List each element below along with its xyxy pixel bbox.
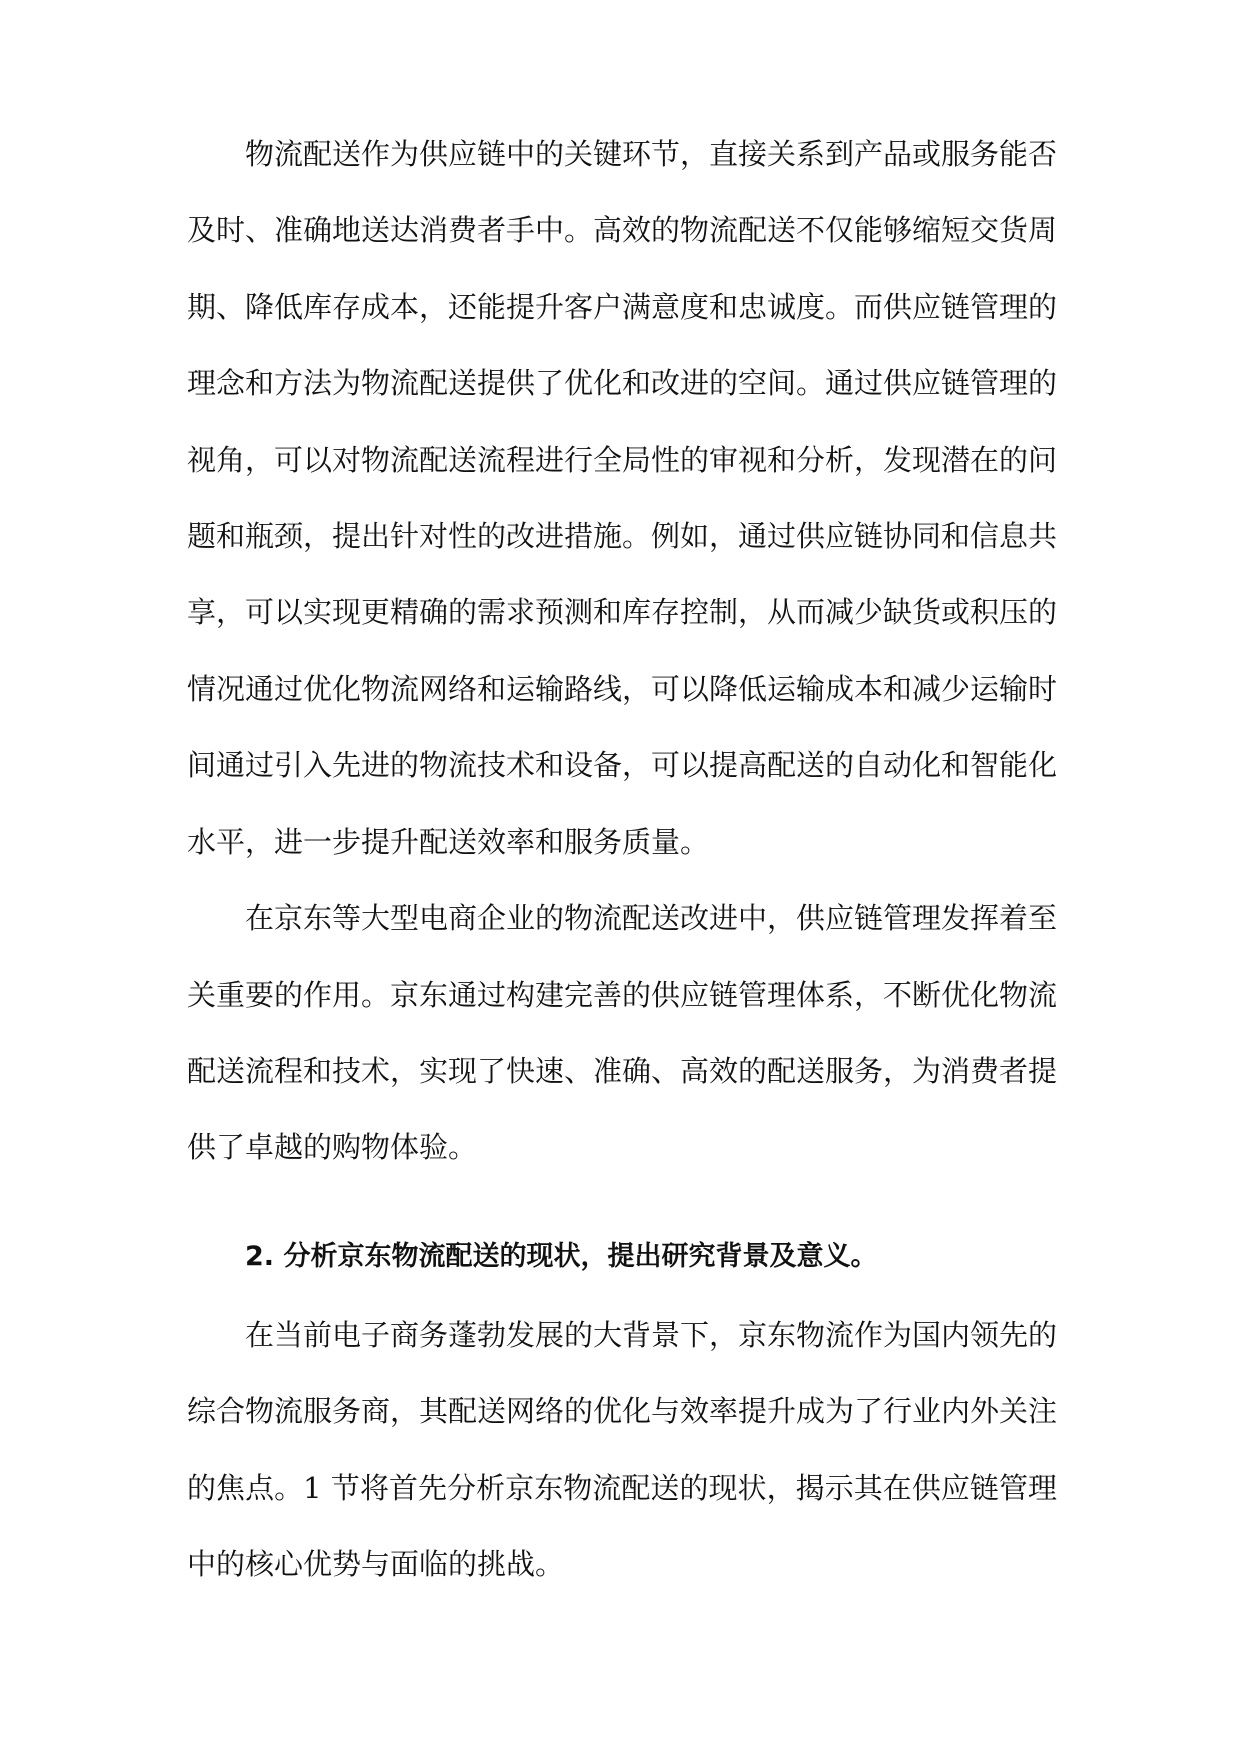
paragraph-3-line-1: 在当前电子商务蓬勃发展的大背景下，京东物流作为国内领先的 bbox=[245, 1318, 1058, 1352]
paragraph-1-line-1: 物流配送作为供应链中的关键环节，直接关系到产品或服务能否 bbox=[245, 137, 1058, 171]
paragraph-2-line-2: 关重要的作用。京东通过构建完善的供应链管理体系，不断优化物流 bbox=[187, 978, 1058, 1012]
paragraph-1-line-4: 理念和方法为物流配送提供了优化和改进的空间。通过供应链管理的 bbox=[187, 366, 1058, 400]
paragraph-2-line-3: 配送流程和技术，实现了快速、准确、高效的配送服务，为消费者提 bbox=[187, 1054, 1058, 1088]
paragraph-1-line-7: 享，可以实现更精确的需求预测和库存控制，从而减少缺货或积压的 bbox=[187, 595, 1058, 629]
paragraph-1-line-6: 题和瓶颈，提出针对性的改进措施。例如，通过供应链协同和信息共 bbox=[187, 519, 1058, 553]
paragraph-1-line-10: 水平，进一步提升配送效率和服务质量。 bbox=[187, 825, 710, 859]
paragraph-1-line-5: 视角，可以对物流配送流程进行全局性的审视和分析，发现潜在的问 bbox=[187, 443, 1058, 477]
section-heading: 2. 分析京东物流配送的现状，提出研究背景及意义。 bbox=[245, 1241, 878, 1272]
paragraph-2-line-4: 供了卓越的购物体验。 bbox=[187, 1130, 478, 1164]
paragraph-2-line-1: 在京东等大型电商企业的物流配送改进中，供应链管理发挥着至 bbox=[245, 901, 1058, 935]
paragraph-1-line-9: 间通过引入先进的物流技术和设备，可以提高配送的自动化和智能化 bbox=[187, 748, 1058, 782]
paragraph-3-line-4: 中的核心优势与面临的挑战。 bbox=[187, 1547, 565, 1581]
paragraph-3-line-3: 的焦点。1 节将首先分析京东物流配送的现状，揭示其在供应链管理 bbox=[187, 1471, 1057, 1505]
paragraph-1-line-3: 期、降低库存成本，还能提升客户满意度和忠诚度。而供应链管理的 bbox=[187, 290, 1058, 324]
paragraph-1-line-2: 及时、准确地送达消费者手中。高效的物流配送不仅能够缩短交货周 bbox=[187, 213, 1058, 247]
paragraph-3-line-2: 综合物流服务商，其配送网络的优化与效率提升成为了行业内外关注 bbox=[187, 1394, 1058, 1428]
paragraph-1-line-8: 情况通过优化物流网络和运输路线，可以降低运输成本和减少运输时 bbox=[187, 672, 1058, 706]
